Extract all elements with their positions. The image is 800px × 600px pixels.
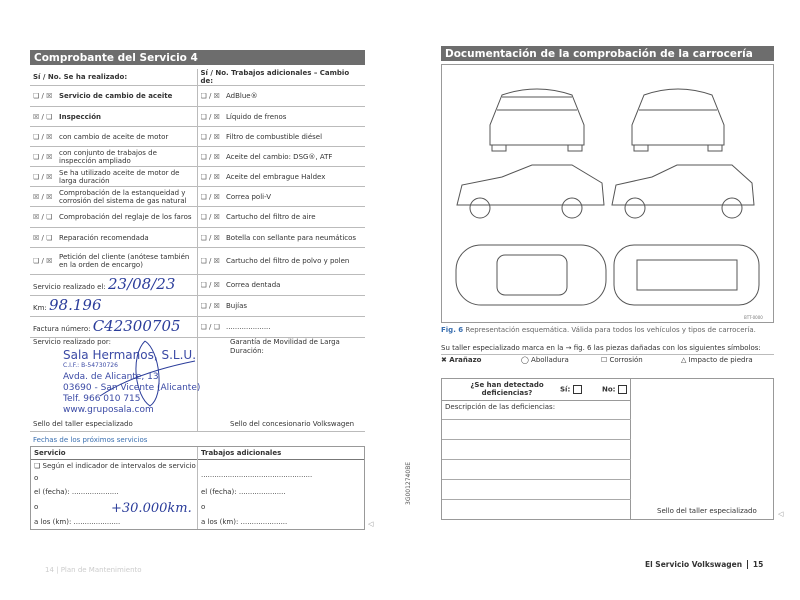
deficiencies-question: ¿Se han detectado deficiencias?: [470, 381, 544, 397]
right-checkbox[interactable]: ❏ / ❏: [197, 317, 223, 338]
left-checkbox[interactable]: ❏ / ☒: [30, 167, 56, 187]
right-item: Aceite del embrague Haldex: [223, 167, 365, 187]
fig-code: BTT-0000: [744, 315, 763, 320]
performed-by-block: [30, 336, 365, 432]
km-field[interactable]: Km: 98.196: [30, 296, 197, 317]
service-date-field[interactable]: Servicio realizado el: 23/08/23: [30, 275, 197, 296]
next-extra-header: Trabajos adicionales: [201, 449, 282, 457]
or-text: o: [34, 474, 39, 482]
right-checkbox[interactable]: ❏ / ☒: [197, 275, 223, 296]
table-row: [30, 207, 365, 228]
right-checkbox[interactable]: ❏ / ☒: [197, 187, 223, 207]
right-checkbox[interactable]: ❏ / ☒: [197, 228, 223, 248]
right-checkbox[interactable]: ❏ / ☒: [197, 248, 223, 275]
fig-caption: Representación esquemática. Válida para todos los vehículos y tipos de carrocería.: [465, 326, 756, 334]
car-front-view: [632, 89, 724, 151]
right-item: Líquido de frenos: [223, 107, 365, 127]
side-code: 3G0012740BE: [405, 461, 412, 505]
extra-km-field[interactable]: a los (km): .....................: [201, 518, 288, 526]
bodywork-title: Documentación de la comprobación de la carrocería: [441, 46, 774, 61]
left-checkbox[interactable]: ❏ / ☒: [30, 86, 56, 107]
car-side-sedan: [457, 165, 604, 218]
interval-indicator-checkbox[interactable]: ❏ Según el indicador de intervalos de servicio: [34, 462, 196, 470]
damage-symbol: ☐ Corrosión: [601, 356, 643, 364]
damage-symbol: △ Impacto de piedra: [681, 356, 753, 364]
service-title: Comprobante del Servicio 4: [30, 50, 365, 65]
right-item: AdBlue®: [223, 86, 365, 107]
right-item: Cartucho del filtro de aire: [223, 207, 365, 228]
left-item: Comprobación de la estanqueidad y corrosión del sistema de gas natural: [56, 187, 197, 207]
guarantee-label: Garantía de Movilidad de Larga Duración:: [230, 338, 340, 355]
footer-title: El Servicio Volkswagen: [645, 560, 743, 569]
right-checkbox[interactable]: ❏ / ☒: [197, 207, 223, 228]
left-checkbox[interactable]: ❏ / ☒: [30, 147, 56, 167]
extra-date-field[interactable]: el (fecha): .....................: [201, 488, 286, 496]
left-checkbox[interactable]: ❏ / ☒: [30, 127, 56, 147]
yes-option[interactable]: Sí:: [560, 385, 582, 395]
invoice-field[interactable]: Factura número: C42300705: [30, 317, 197, 338]
table-row: [30, 187, 365, 207]
next-date-field[interactable]: el (fecha): .....................: [34, 488, 119, 496]
right-item: Aceite del cambio: DSG®, ATF: [223, 147, 365, 167]
col-left-header: Sí / No. Se ha realizado:: [30, 69, 197, 86]
left-item: con conjunto de trabajos de inspección ampliado: [56, 147, 197, 167]
description-label: Descripción de las deficiencias:: [445, 403, 556, 411]
table-row: [30, 86, 365, 107]
right-checkbox[interactable]: ❏ / ☒: [197, 86, 223, 107]
workshop-stamp-label: Sello del taller especializado: [33, 420, 133, 428]
right-checkbox[interactable]: ❏ / ☒: [197, 147, 223, 167]
right-item: Cartucho del filtro de polvo y polen: [223, 248, 365, 275]
table-row: [30, 228, 365, 248]
table-row: [30, 275, 365, 296]
arrow-marker: ◁: [778, 510, 784, 518]
yes-checkbox: [573, 385, 582, 394]
car-side-hatch: [612, 165, 754, 218]
right-item: Correa dentada: [223, 275, 365, 296]
next-services-title: Fechas de los próximos servicios: [33, 436, 148, 444]
next-services-table: [30, 446, 365, 530]
left-item: Se ha utilizado aceite de motor de larga duración: [56, 167, 197, 187]
left-checkbox[interactable]: ☒ / ❏: [30, 228, 56, 248]
no-option[interactable]: No:: [602, 385, 627, 395]
performed-by-label: Servicio realizado por:: [33, 338, 111, 346]
dealer-stamp-label: Sello del concesionario Volkswagen: [230, 420, 355, 428]
car-top-view: [456, 245, 606, 305]
table-row: [30, 167, 365, 187]
right-workshop-stamp-label: Sello del taller especializado: [657, 507, 757, 515]
right-item: Bujías: [223, 296, 365, 317]
right-item: ....................: [223, 317, 365, 338]
car-diagram: [441, 64, 774, 323]
right-item: Correa poli-V: [223, 187, 365, 207]
table-row: [30, 296, 365, 317]
left-item: Servicio de cambio de aceite: [56, 86, 197, 107]
table-row: [30, 107, 365, 127]
instruction-text: Su taller especializado marca en la → fig. 6 las piezas dañadas con los siguientes símbolos:: [441, 344, 761, 352]
next-service-header: Servicio: [34, 449, 66, 457]
table-row: [30, 127, 365, 147]
next-km-handwritten: +30.000km.: [111, 501, 192, 516]
left-item: con cambio de aceite de motor: [56, 127, 197, 147]
arrow-marker: ◁: [368, 520, 374, 528]
col-right-header: Sí / No. Trabajos adicionales – Cambio de:: [197, 69, 365, 86]
service-table: [30, 69, 365, 338]
left-item: Inspección: [56, 107, 197, 127]
damage-symbol: ◯ Abolladura: [521, 356, 569, 364]
page-number: 15: [747, 560, 763, 569]
left-item: Petición del cliente (anótese también en la orden de encargo): [56, 248, 197, 275]
right-checkbox[interactable]: ❏ / ☒: [197, 127, 223, 147]
right-item: Botella con sellante para neumáticos: [223, 228, 365, 248]
no-checkbox: [618, 385, 627, 394]
car-rear-view: [490, 89, 584, 151]
table-row: [30, 248, 365, 275]
or-text: o: [34, 503, 39, 511]
right-item: Filtro de combustible diésel: [223, 127, 365, 147]
signature: [90, 336, 200, 416]
right-checkbox[interactable]: ❏ / ☒: [197, 107, 223, 127]
dealer-stamp: Sala Hermanos, S.L.U. C.I.F.: B-54730726 Avda. de Alicante, 13 03690 - San Vicente (Alicante) Telf. 966 010 715 www.gruposala.com: [63, 348, 201, 415]
right-checkbox[interactable]: ❏ / ☒: [197, 167, 223, 187]
left-checkbox[interactable]: ☒ / ☒: [30, 187, 56, 207]
table-row: [30, 147, 365, 167]
left-item: Reparación recomendada: [56, 228, 197, 248]
left-checkbox[interactable]: ☒ / ❏: [30, 207, 56, 228]
or-text: o: [201, 503, 206, 511]
left-footer: 14 | Plan de Mantenimiento: [45, 566, 142, 574]
next-km-field[interactable]: a los (km): .....................: [34, 518, 121, 526]
left-item: Comprobación del reglaje de los faros: [56, 207, 197, 228]
car-underbody-view: [614, 245, 759, 305]
damage-symbols: [441, 356, 781, 365]
deficiencies-table: [441, 378, 774, 520]
left-checkbox[interactable]: ❏ / ☒: [30, 248, 56, 275]
fig-label: Fig. 6: [441, 326, 464, 334]
damage-symbol: ✖ Arañazo: [441, 356, 482, 364]
left-checkbox[interactable]: ☒ / ❏: [30, 107, 56, 127]
right-checkbox[interactable]: ❏ / ☒: [197, 296, 223, 317]
extra-work-field[interactable]: ..................................................: [201, 471, 313, 479]
